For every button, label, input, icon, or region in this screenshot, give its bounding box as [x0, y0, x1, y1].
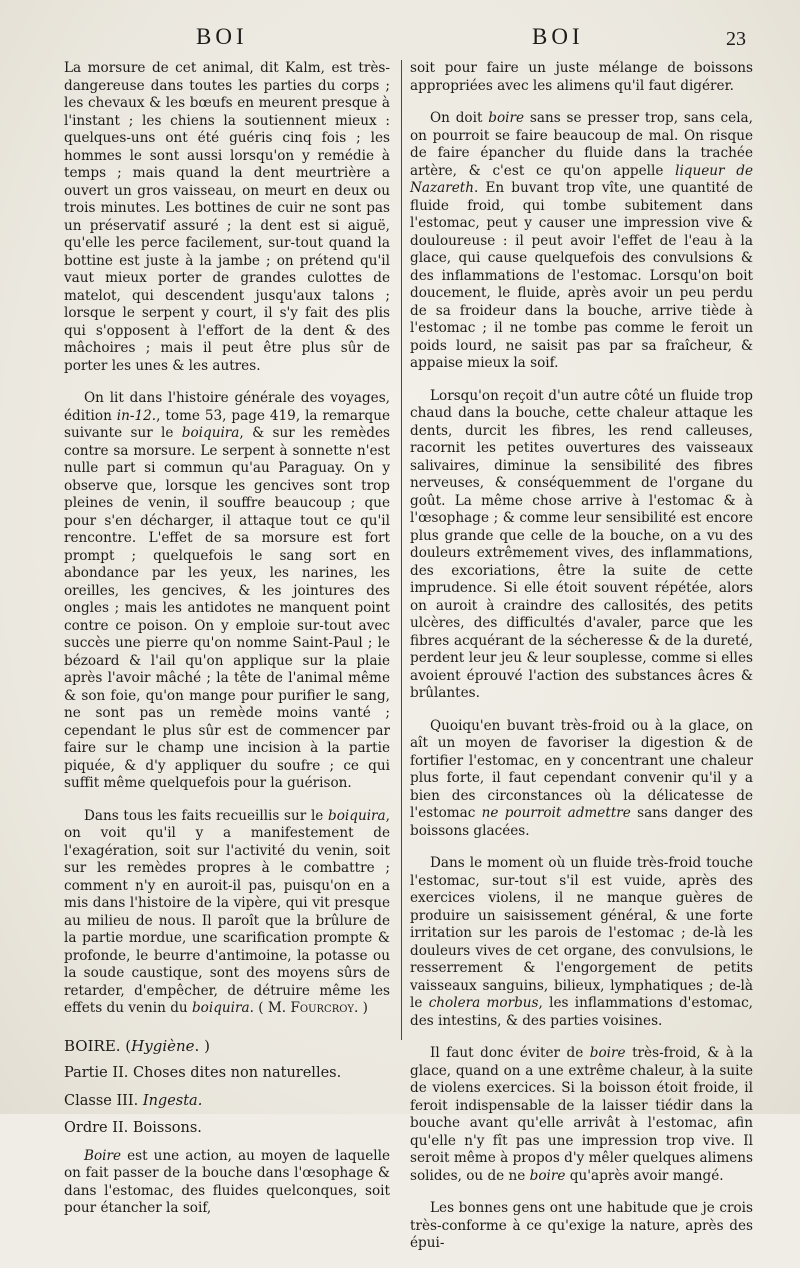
paragraph-glace: Quoiqu'en buvant très-froid ou à la glace, on aît un moyen de favoriser la digestion & de fortifier l'estomac, en y concentrant une chaleur plus forte, il faut cependant convenir qu'il y a bien des circonstances où la délicatesse de l'estomac ne pourroit admettre sans danger des boissons glacées. [410, 717, 753, 839]
paragraph-kalm: La morsure de cet animal, dit Kalm, est très-dangereuse dans toutes les parties du corps ; les chevaux & les bœufs en meurent presque à l'instant ; les chiens la soutiennent mieux : quelques-uns ont été guéris cinq fois ; les hommes le sont aussi lorsqu'on y remédie à temps ; mais quand la dent meurtrière a ouvert un gros vaisseau, on meurt en deux ou trois minutes. Les bottines de cuir ne sont pas un préservatif assuré ; la dent est si aiguë, qu'elle les perce facilement, sur-tout quand la bottine est juste à la jambe ; on prétend qu'il vaut mieux porter de grandes culottes de matelot, qui descendent jusqu'aux talons ; lorsque le serpent y court, il s'y fait des plis qui s'opposent à l'effort de la dent & des mâchoires ; mais il peut être plus sûr de porter les unes & les autres. [64, 60, 390, 374]
paragraph-continuation: soit pour faire un juste mélange de boissons appropriées avec les alimens qu'il faut digérer. [410, 60, 753, 94]
entry-heading-boire: BOIRE. (Hygiène. ) [64, 1036, 210, 1055]
classification-partie: Partie II. Choses dites non naturelles. [64, 1065, 342, 1081]
left-column [64, 60, 390, 1233]
paragraph-boire-lentement: On doit boire sans se presser trop, sans cela, on pourroit se faire beaucoup de mal. On risque de faire épancher du fluide dans la trachée artère, & c'est ce qu'on appelle liqueur de Nazareth. En buvant trop vîte, une quantité de fluide froid, qui tombe subitement dans l'estomac, peut y causer une impression vive & douloureuse : il peut avoir l'effet de l'eau à la glace, qui cause quelquefois des convulsions & des inflammations de l'estomac. Lorsqu'on boit doucement, le fluide, après avoir un peu perdu de sa froideur dans la bouche, arrive tiède à l'estomac ; il ne tombe pas comme le feroit un poids lourd, ne saisit pas par sa fraîcheur, & appaise mieux la soif. [410, 110, 753, 371]
author-signature: Fourcroy [290, 1000, 355, 1016]
classification-ordre: Ordre II. Boissons. [64, 1120, 202, 1136]
paragraph-bonnes-gens: Les bonnes gens ont une habitude que je crois très-conforme à ce qu'exige la nature, après des épui- [410, 1200, 753, 1251]
paragraph-fluide-froid: Dans le moment où un fluide très-froid touche l'estomac, sur-tout s'il est vuide, après des exercices violens, il ne manque guères de produire un saisissement général, & une forte irritation sur les parois de l'estomac ; de-là les douleurs vives de cet organe, des convulsions, le resserrement & l'engorgement de petits vaisseaux sanguins, bilieux, lymphatiques ; de-là le cholera morbus, les inflammations d'estomac, des intestins, & des parties voisines. [410, 855, 754, 1029]
paragraph-histoire: On lit dans l'histoire générale des voyages, édition in-12., tome 53, page 419, la remarque suivante sur le boiquira, & sur les remèdes contre sa morsure. Le serpent à sonnette n'est nulle part si commun qu'au Paraguay. On y observe que, lorsque les gencives sont trop pleines de venin, il souffre beaucoup ; que pour s'en décharger, il attaque tout ce qu'il rencontre. L'effet de sa morsure est fort prompt ; quelquefois le sang sort en abondance par les yeux, les narines, les oreilles, les gencives, & les jointures des ongles ; mais les antidotes ne manquent point contre ce poison. On y emploie sur-tout avec succès une pierre qu'on nomme Saint-Paul ; le bézoard & l'ail qu'on applique sur la plaie après l'avoir mâché ; la tête de l'animal même & son foie, qu'on mange pour purifier le sang, ne sont pas un remède moins vanté ; cependant le plus sûr est de commencer par faire sur le champ une incision à la partie piquée, & d'y appliquer du soufre ; ce qui suffit même quelquefois pour la guérison. [64, 390, 390, 791]
column-rule [401, 60, 402, 1040]
paragraph-boire-definition: Boire est une action, au moyen de laquelle on fait passer de la bouche dans l'œsophage & dans l'estomac, des fluides quelconques, soit pour étancher la soif, [64, 1147, 390, 1216]
classification-classe: Classe III. Ingesta. [64, 1092, 203, 1109]
paragraph-fluide-chaud: Lorsqu'on reçoit d'un autre côté un fluide trop chaud dans la bouche, cette chaleur attaque les dents, durcit les fibres, les rend calleuses, racornit les petites ouvertures des vaisseaux salivaires, diminue la sensibilité des fibres nerveuses, & conséquemment de l'organe du goût. La même chose arrive à l'estomac & à l'œsophage ; & comme leur sensibilité est encore plus grande que celle de la bouche, on a vu des douleurs extrêmement vives, des inflammations, des excoriations, être la suite de cette imprudence. Si elle étoit souvent répétée, alors on auroit à craindre des callosités, des petits ulcères, des difficultés d'avaler, parce que les fibres acquérant de la sécheresse & de la dureté, perdent leur jeu & leur souplesse, comme si elles avoient éprouvé l'action des substances âcres & brûlantes. [410, 387, 753, 701]
running-head-right: BOI [532, 24, 584, 49]
page-number: 23 [726, 28, 746, 50]
paragraph-exageration: Dans tous les faits recueillis sur le boiquira, on voit qu'il y a manifestement de l'exagération, soit sur l'activité du venin, soit sur les remèdes propres à le combattre ; comment n'y en auroit-il pas, puisqu'on en a mis dans l'histoire de la vipère, qui vit presque au milieu de nous. Il paroît que la brûlure de la partie mordue, une scarification prompte & profonde, le beurre d'antimoine, la potasse ou la soude caustique, sont des moyens sûrs de retarder, d'empêcher, de détruire même les effets du venin du boiquira. ( M. Fourcroy. ) [64, 807, 390, 1016]
right-column [410, 60, 753, 1268]
paragraph-eviter: Il faut donc éviter de boire très-froid, & à la glace, quand on a une extrême chaleur, à la suite de violens exercices. Si la boisson étoit froide, il feroit indispensable de la laisser tiédir dans la bouche avant qu'elle arrivât à l'estomac, afin qu'elle n'y fît pas une impression trop vive. Il seroit même à propos d'y mêler quelques alimens solides, ou de ne boire qu'après avoir mangé. [410, 1045, 753, 1184]
running-head-left: BOI [196, 24, 248, 49]
